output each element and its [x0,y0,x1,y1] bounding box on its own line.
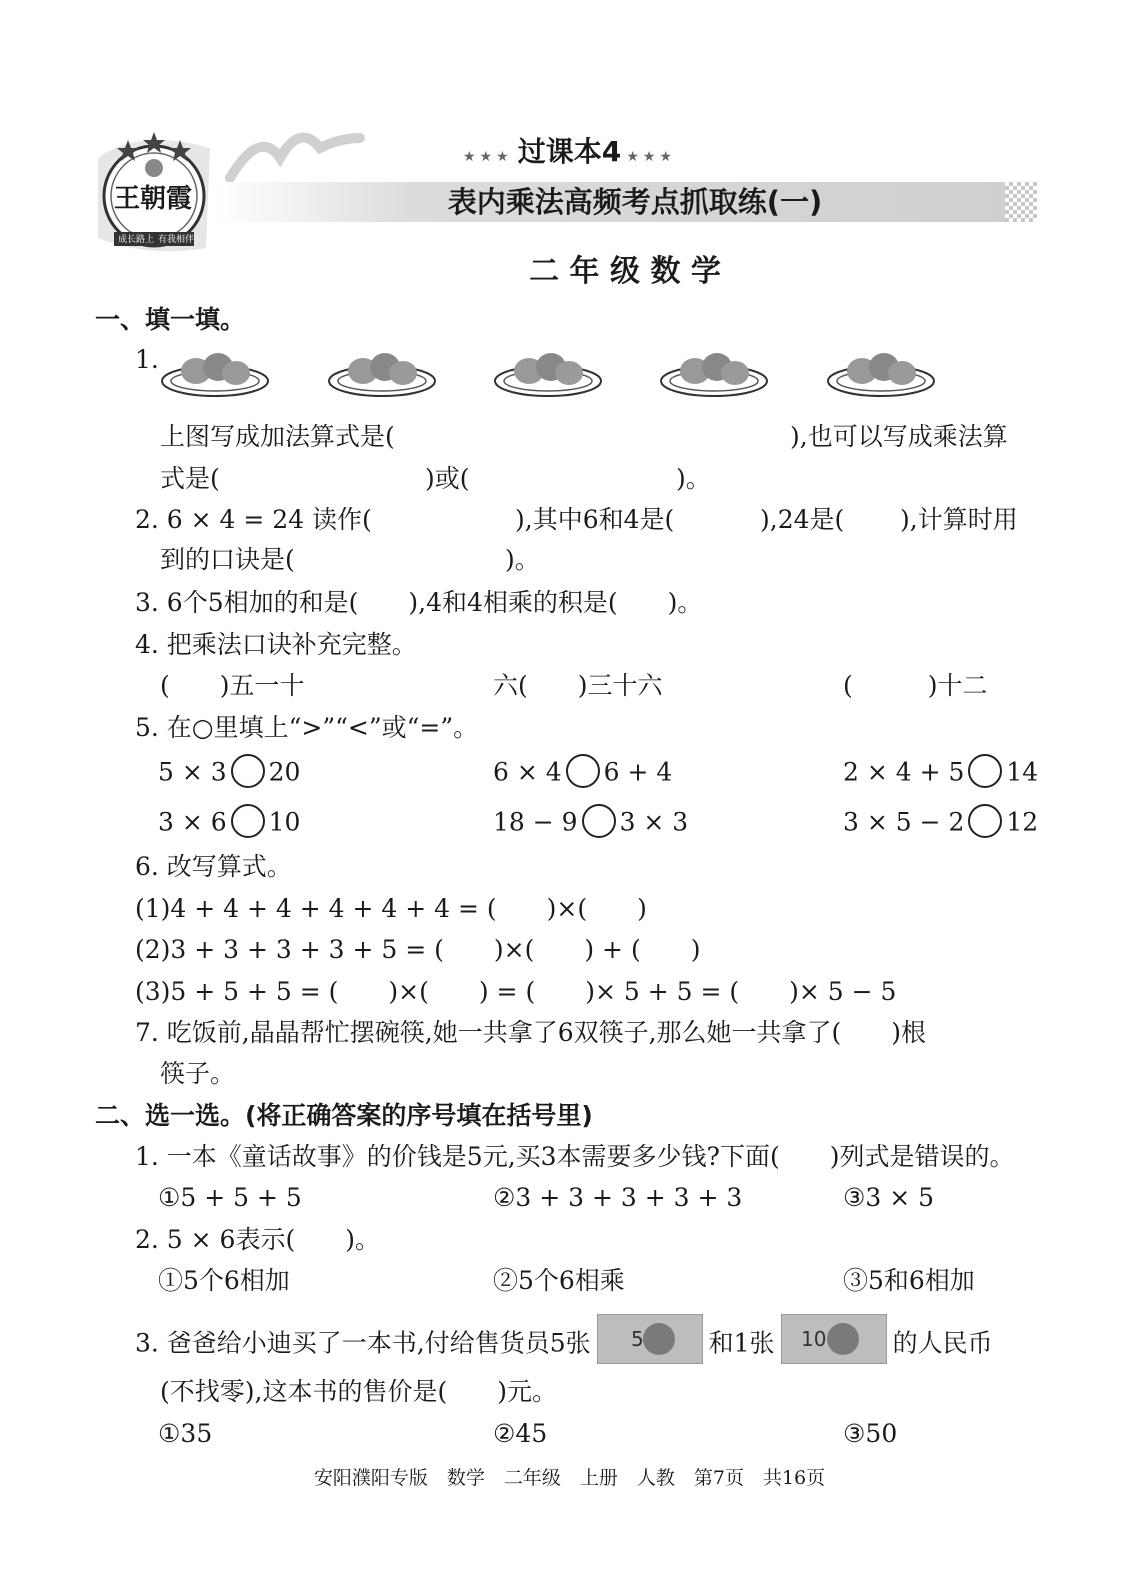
compare-circle[interactable] [566,754,600,788]
logo-slogan-right: 有我相伴 [158,235,195,245]
compare-circle[interactable] [231,804,265,838]
q1-line2a: 式是( [160,464,220,493]
s2-q2-stem: 2. 5 × 6表示( )。 [135,1225,380,1254]
subtitle-row [0,130,1139,170]
option: ②3 + 3 + 3 + 3 + 3 [493,1183,743,1212]
compare-circle[interactable] [968,754,1002,788]
logo-slogan-left: 成长路上 [118,235,155,245]
option: ①35 [158,1419,213,1448]
q1-number: 1. [135,345,159,374]
five-yuan-note-icon [597,1314,703,1364]
compare-item: 3 × 5 − 2 12 [843,807,1038,841]
s2-q3-line1: 3. 爸爸给小迪买了一本书,付给售货员5张 5 和1张 10 的人民币 [135,1320,993,1370]
q4-title: 4. 把乘法口诀补充完整。 [135,630,417,659]
q1-line1b: ),也可以写成乘法算 [790,422,1008,451]
option: ③50 [843,1419,898,1448]
compare-item: 2 × 4 + 5 14 [843,757,1038,791]
stars-right: ★★★ [626,149,676,165]
compare-item: 5 × 3 20 [158,757,300,791]
strawberry-plate-icon [826,345,936,397]
q2-line1b: ),其中6和4是( [515,505,675,534]
q6-b: (2)3 + 3 + 3 + 3 + 5 = ( )×( ) + ( ) [135,935,701,964]
q2-line1c: ),24是( [760,505,845,534]
strawberry-plate-icon [493,345,603,397]
option: ③5和6相加 [843,1266,975,1295]
q2-line1a: 2. 6 × 4 = 24 读作( [135,505,372,534]
svg-text:5: 5 [630,1327,644,1351]
subject-title: 二 年 级 数 学 [529,254,721,289]
strawberry-plate-icon [160,345,270,397]
option: ①5个6相加 [158,1266,290,1295]
q2-line2b: )。 [505,545,540,574]
q1-line1a: 上图写成加法算式是( [160,422,395,451]
ten-yuan-note-icon [781,1314,887,1364]
q6-a: (1)4 + 4 + 4 + 4 + 4 + 4 = ( )×( ) [135,894,647,923]
option: ②45 [493,1419,548,1448]
compare-item: 18 − 9 3 × 3 [493,807,688,841]
q4-a: ( )五一十 [160,671,305,700]
q1-line2b: )或( [425,464,470,493]
q6-c: (3)5 + 5 + 5 = ( )×( ) = ( )× 5 + 5 = ( )× 5 − 5 [135,977,897,1006]
compare-circle[interactable] [231,754,265,788]
page-footer: 安阳濮阳专版 数学 二年级 上册 人教 第7页 共16页 [313,1467,826,1489]
q3: 3. 6个5相加的和是( ),4和4相乘的积是( )。 [135,588,703,617]
compare-item: 3 × 6 10 [158,807,300,841]
strawberry-plate-icon [327,345,437,397]
q6-title: 6. 改写算式。 [135,852,292,881]
s2-q3-line2: (不找零),这本书的售价是( )元。 [160,1377,557,1406]
q2-line1d: ),计算时用 [900,505,1018,534]
compare-circle[interactable] [968,804,1002,838]
section1-heading: 一、填一填。 [95,305,246,334]
compare-item: 6 × 4 6 + 4 [493,757,672,791]
option: ①5 + 5 + 5 [158,1183,302,1212]
q7-line2: 筷子。 [160,1059,236,1088]
page-title: 表内乘法高频考点抓取练(一) [447,185,823,219]
s2-q1-stem: 1. 一本《童话故事》的价钱是5元,买3本需要多少钱?下面( )列式是错误的。 [135,1142,1015,1171]
q5-title: 5. 在○里填上“>”“<”或“=”。 [135,713,479,742]
compare-circle[interactable] [582,804,616,838]
option: ③3 × 5 [843,1183,935,1212]
q7-line1: 7. 吃饭前,晶晶帮忙摆碗筷,她一共拿了6双筷子,那么她一共拿了( )根 [135,1018,927,1047]
strawberry-plate-icon [659,345,769,397]
stars-left: ★★★ [463,149,513,165]
option: ②5个6相乘 [493,1266,625,1295]
q1-line2c: )。 [676,464,711,493]
q4-c: ( )十二 [843,671,988,700]
q2-line2a: 到的口诀是( [160,545,295,574]
section2-heading: 二、选一选。(将正确答案的序号填在括号里) [95,1101,593,1130]
subtitle: 过课本4 [517,135,622,168]
svg-text:10: 10 [800,1327,827,1351]
q4-b: 六( )三十六 [493,671,663,700]
logo-text: 王朝霞 [114,184,193,214]
